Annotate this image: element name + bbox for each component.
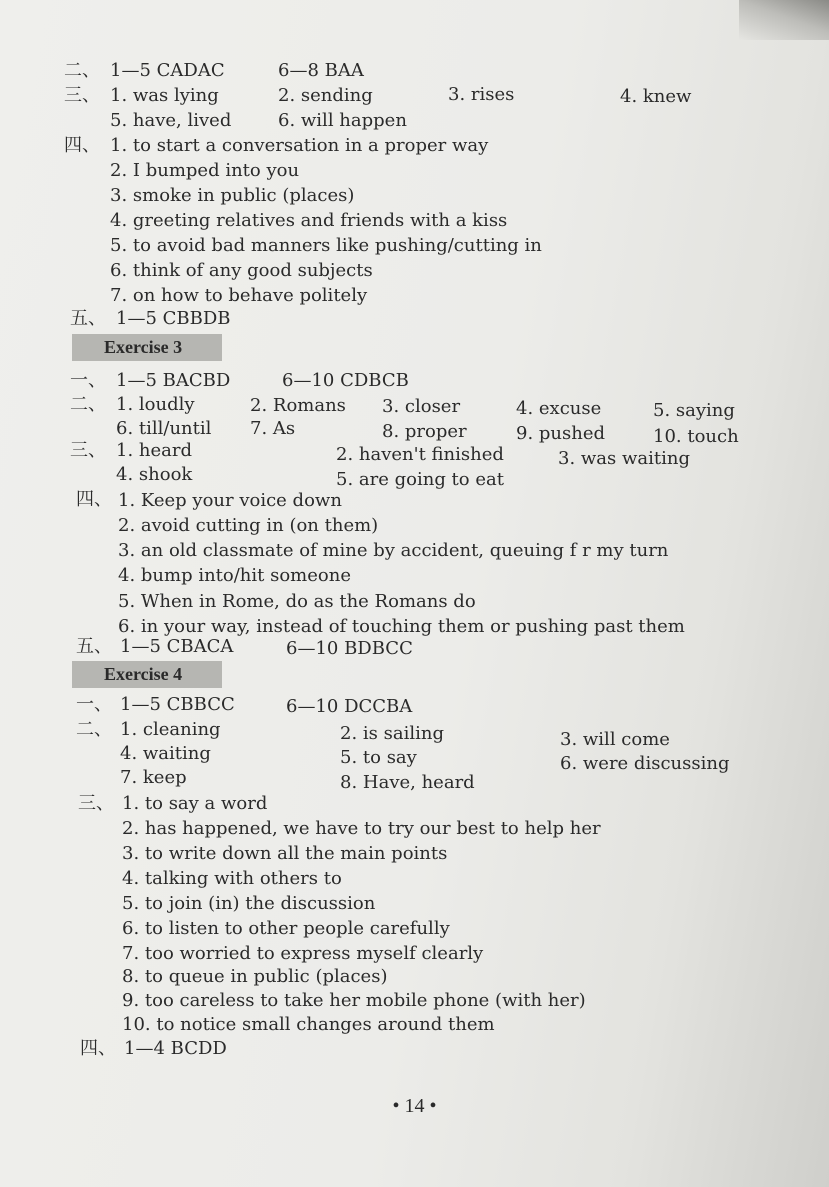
ex3-part5-answers-b: 6—10 BDBCC xyxy=(286,638,413,659)
ex3-part2-item: 6. till/until xyxy=(116,418,212,439)
section-4-item: 5. to avoid bad manners like pushing/cutting in xyxy=(110,235,542,256)
ex4-part3-item: 6. to listen to other people carefully xyxy=(122,918,450,939)
ex3-part2-item: 5. saying xyxy=(653,400,735,421)
ex3-part2-item: 7. As xyxy=(250,418,296,439)
exercise-3-heading xyxy=(72,334,222,361)
ex4-part2-item: 5. to say xyxy=(340,747,417,768)
section-4-item: 3. smoke in public (places) xyxy=(110,185,355,206)
section-4-item: 6. think of any good subjects xyxy=(110,260,373,281)
section-3-item: 5. have, lived xyxy=(110,110,232,131)
ex3-part3-item: 4. shook xyxy=(116,464,193,485)
ex4-part3-item: 3. to write down all the main points xyxy=(122,843,448,864)
ex4-part3-item: 5. to join (in) the discussion xyxy=(122,893,376,914)
section-3-mark: 三、 xyxy=(64,85,100,106)
exercise-4-heading xyxy=(72,661,222,688)
ex3-part4-item: 2. avoid cutting in (on them) xyxy=(118,515,379,536)
ex4-part2-item: 6. were discussing xyxy=(560,753,730,774)
ex3-part1-answers-a: 1—5 BACBD xyxy=(116,370,231,391)
section-3-item: 1. was lying xyxy=(110,85,219,106)
ex3-part1-answers-b: 6—10 CDBCB xyxy=(282,370,409,391)
ex4-part1-answers-a: 1—5 CBBCC xyxy=(120,694,235,715)
ex4-part3-item: 4. talking with others to xyxy=(122,868,342,889)
ex3-part3-item: 3. was waiting xyxy=(558,448,690,469)
exercise-3-title: Exercise 3 xyxy=(104,337,183,357)
ex4-part2-item: 1. cleaning xyxy=(120,719,221,740)
ex4-part2-item: 3. will come xyxy=(560,729,670,750)
ex3-part2-mark: 二、 xyxy=(70,394,106,415)
ex4-part2-item: 2. is sailing xyxy=(340,723,444,744)
ex4-part1-mark: 一、 xyxy=(76,694,112,715)
ex4-part1-answers-b: 6—10 DCCBA xyxy=(286,696,413,717)
ex4-part2-mark: 二、 xyxy=(76,719,112,740)
ex3-part2-item: 10. touch xyxy=(653,426,739,447)
section-3-item: 2. sending xyxy=(278,85,373,106)
ex3-part2-item: 9. pushed xyxy=(516,423,606,444)
ex3-part4-item: 6. in your way, instead of touching them or pushing past them xyxy=(118,616,685,637)
page-number: • 14 • xyxy=(392,1095,437,1117)
ex3-part3-item: 2. haven't finished xyxy=(336,444,504,465)
section-3-item: 3. rises xyxy=(448,84,515,105)
ex3-part4-mark: 四、 xyxy=(76,489,112,510)
ex4-part2-item: 4. waiting xyxy=(120,743,211,764)
ex4-part3-item: 9. too careless to take her mobile phone (with her) xyxy=(122,990,586,1011)
ex3-part3-item: 1. heard xyxy=(116,440,192,461)
ex3-part2-item: 2. Romans xyxy=(250,395,346,416)
section-4-mark: 四、 xyxy=(64,135,100,156)
section-4-item: 2. I bumped into you xyxy=(110,160,300,181)
ex3-part4-item: 3. an old classmate of mine by accident, queuing f r my turn xyxy=(118,540,669,561)
section-4-item: 4. greeting relatives and friends with a kiss xyxy=(110,210,508,231)
ex4-part3-item: 1. to say a word xyxy=(122,793,268,814)
ex4-part3-item: 2. has happened, we have to try our best to help her xyxy=(122,818,601,839)
ex3-part1-mark: 一、 xyxy=(70,370,106,391)
section-2-answers-b: 6—8 BAA xyxy=(278,60,364,81)
section-2-answers-a: 1—5 CADAC xyxy=(110,60,225,81)
page-corner-shadow xyxy=(739,0,829,40)
ex3-part5-mark: 五、 xyxy=(76,636,112,657)
ex3-part3-item: 5. are going to eat xyxy=(336,469,504,490)
section-3-item: 4. knew xyxy=(620,86,692,107)
ex3-part4-item: 4. bump into/hit someone xyxy=(118,565,351,586)
ex4-part2-item: 7. keep xyxy=(120,767,187,788)
ex4-part2-item: 8. Have, heard xyxy=(340,772,475,793)
exercise-4-title: Exercise 4 xyxy=(104,664,183,684)
ex4-part3-item: 8. to queue in public (places) xyxy=(122,966,388,987)
ex4-part4-answers: 1—4 BCDD xyxy=(124,1038,227,1059)
ex3-part4-item: 5. When in Rome, do as the Romans do xyxy=(118,591,476,612)
ex3-part2-item: 4. excuse xyxy=(516,398,602,419)
ex3-part2-item: 3. closer xyxy=(382,396,461,417)
section-5-answers: 1—5 CBBDB xyxy=(116,308,231,329)
section-5-mark: 五、 xyxy=(70,308,106,329)
ex3-part3-mark: 三、 xyxy=(70,440,106,461)
ex4-part3-item: 7. too worried to express myself clearly xyxy=(122,943,484,964)
section-3-item: 6. will happen xyxy=(278,110,407,131)
ex3-part2-item: 1. loudly xyxy=(116,394,195,415)
ex4-part4-mark: 四、 xyxy=(80,1038,116,1059)
section-4-item: 1. to start a conversation in a proper way xyxy=(110,135,489,156)
section-4-item: 7. on how to behave politely xyxy=(110,285,368,306)
section-2-mark: 二、 xyxy=(64,60,100,81)
ex4-part3-item: 10. to notice small changes around them xyxy=(122,1014,495,1035)
ex3-part5-answers-a: 1—5 CBACA xyxy=(120,636,234,657)
ex4-part3-mark: 三、 xyxy=(78,793,114,814)
ex3-part2-item: 8. proper xyxy=(382,421,467,442)
ex3-part4-item: 1. Keep your voice down xyxy=(118,490,342,511)
